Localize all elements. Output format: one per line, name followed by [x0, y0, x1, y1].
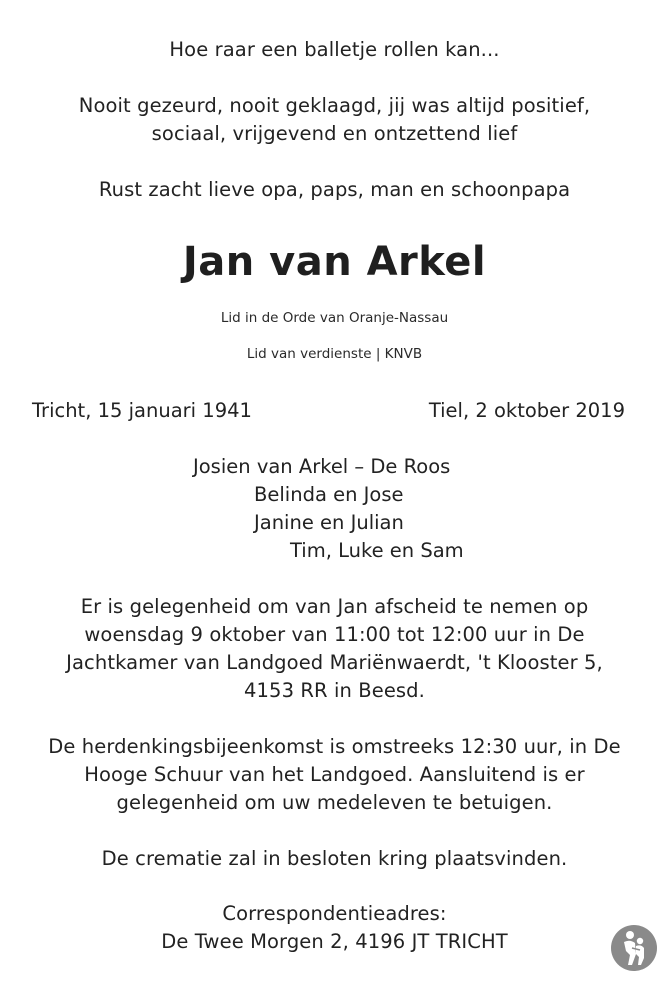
correspondence-address: De Twee Morgen 2, 4196 JT TRICHT — [161, 930, 508, 953]
ceremony-line-1: De herdenkingsbijeenkomst is omstreeks 12:30 uur, in De — [48, 735, 621, 758]
quote-line-4: Rust zacht lieve opa, paps, man en schoonpapa — [98, 178, 571, 201]
ceremony-line-3: gelegenheid om uw medeleven te betuigen. — [116, 791, 553, 814]
family-line-3: Janine en Julian — [254, 511, 404, 534]
family-line-1: Josien van Arkel – De Roos — [193, 455, 451, 478]
correspondence-label: Correspondentieadres: — [222, 902, 447, 925]
deceased-name: Jan van Arkel — [182, 239, 487, 285]
birth-date: Tricht, 15 januari 1941 — [32, 399, 252, 422]
cremation-line: De crematie zal in besloten kring plaatsvinden. — [101, 847, 568, 870]
ceremony-line-2: Hooge Schuur van het Landgoed. Aansluitend is er — [84, 763, 585, 786]
quote-line-3: sociaal, vrijgevend en ontzettend lief — [151, 122, 518, 145]
farewell-line-4: 4153 RR in Beesd. — [244, 679, 425, 702]
quote-line-1: Hoe raar een balletje rollen kan... — [169, 38, 500, 61]
family-line-4: Tim, Luke en Sam — [290, 539, 464, 562]
family-line-2: Belinda en Jose — [254, 483, 404, 506]
farewell-line-1: Er is gelegenheid om van Jan afscheid te nemen op — [80, 595, 589, 618]
honor-line-1: Lid in de Orde van Oranje-Nassau — [220, 310, 449, 326]
quote-line-2: Nooit gezeurd, nooit geklaagd, jij was altijd positief, — [78, 94, 591, 117]
farewell-line-3: Jachtkamer van Landgoed Mariënwaerdt, 't Klooster 5, — [66, 651, 603, 674]
mourning-figures-logo-icon — [610, 924, 658, 972]
farewell-line-2: woensdag 9 oktober van 11:00 tot 12:00 uur in De — [84, 623, 585, 646]
honor-line-2: Lid van verdienste | KNVB — [246, 346, 423, 362]
death-date: Tiel, 2 oktober 2019 — [428, 399, 625, 422]
